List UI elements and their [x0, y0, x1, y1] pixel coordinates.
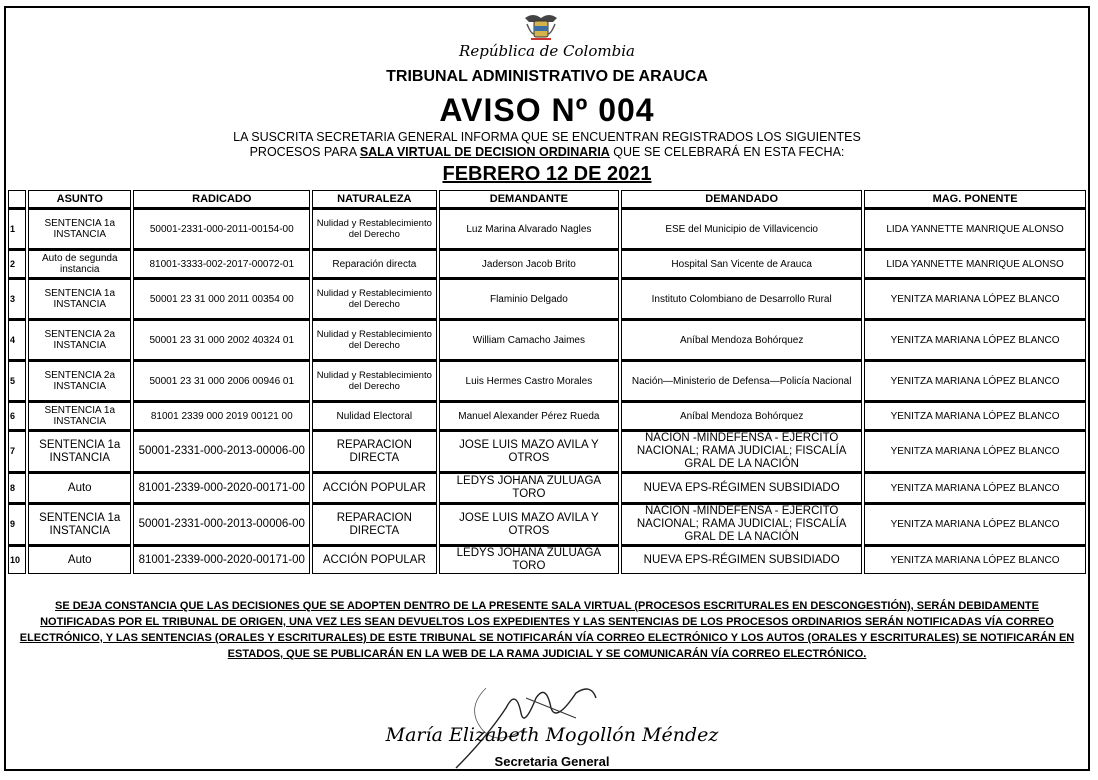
- cell-asunto: Auto: [28, 545, 131, 574]
- row-number: 2: [8, 249, 26, 278]
- intro-text: [6, 130, 1088, 160]
- row-number: 7: [8, 430, 26, 472]
- table-row: [8, 503, 1086, 545]
- table-row: [8, 208, 1086, 249]
- cell-demandado: Nación—Ministerio de Defensa—Policía Nacional: [621, 360, 862, 401]
- row-number: 3: [8, 278, 26, 319]
- cell-radicado: 50001-2331-000-2013-00006-00: [133, 430, 310, 472]
- notification-note: SE DEJA CONSTANCIA QUE LAS DECISIONES QUE SE ADOPTEN DENTRO DE LA PRESENTE SALA VIRTUAL (PROCESOS ESCRITURALES EN DESCONGESTIÓN), SERÁN DEBIDAMENTE NOTIFICADAS POR EL TRIBUNAL DE ORIGEN, UNA VEZ LES SEAN DEVUELTOS LOS EXPEDIENTES Y LAS SENTENCIAS DE LOS PROCESOS ORDINARIOS SERÁN NOTIFICADAS VÍA CORREO ELECTRÓNICO, Y LAS SENTENCIAS (ORALES Y ESCRITURALES) DE ESTE TRIBUNAL SE NOTIFICARÁN VÍA CORREO ELECTRÓNICO Y LOS AUTOS (ORALES Y ESCRITURALES) SE NOTIFICARÁN EN ESTADOS, QUE SE PUBLICARÁN EN LA WEB DE LA RAMA JUDICIAL Y SE COMUNICARÁN VÍA CORREO ELECTRÓNICO.: [19, 600, 1075, 660]
- cell-demandado: NACION -MINDEFENSA - EJERCITO NACIONAL; RAMA JUDICIAL; FISCALÍA GRAL DE LA NACIÓN: [621, 430, 862, 472]
- cell-demandante: Manuel Alexander Pérez Rueda: [439, 401, 620, 430]
- cell-asunto: SENTENCIA 1a INSTANCIA: [28, 278, 131, 319]
- cell-demandante: William Camacho Jaimes: [439, 319, 620, 360]
- cell-ponente: YENITZA MARIANA LÓPEZ BLANCO: [864, 503, 1086, 545]
- cell-naturaleza: Nulidad y Restablecimiento del Derecho: [312, 360, 436, 401]
- cell-radicado: 81001-2339-000-2020-00171-00: [133, 545, 310, 574]
- table-row: [8, 430, 1086, 472]
- process-table-wrap: [6, 190, 1088, 574]
- column-header: MAG. PONENTE: [864, 190, 1086, 208]
- cell-demandante: Luz Marina Alvarado Nagles: [439, 208, 620, 249]
- intro-line-1: LA SUSCRITA SECRETARIA GENERAL INFORMA QUE SE ENCUENTRAN REGISTRADOS LOS SIGUIENTES: [233, 130, 861, 144]
- aviso-title: AVISO Nº 004: [439, 92, 655, 128]
- cell-naturaleza: Nulidad y Restablecimiento del Derecho: [312, 278, 436, 319]
- column-header: DEMANDADO: [621, 190, 862, 208]
- column-header: [8, 190, 26, 208]
- cell-radicado: 81001 2339 000 2019 00121 00: [133, 401, 310, 430]
- cell-radicado: 50001-2331-000-2011-00154-00: [133, 208, 310, 249]
- cell-demandante: LEDYS JOHANA ZULUAGA TORO: [439, 545, 620, 574]
- row-number: 10: [8, 545, 26, 574]
- cell-ponente: LIDA YANNETTE MANRIQUE ALONSO: [864, 208, 1086, 249]
- intro-line-2-pre: PROCESOS PARA: [249, 145, 360, 159]
- cell-ponente: YENITZA MARIANA LÓPEZ BLANCO: [864, 430, 1086, 472]
- cell-naturaleza: Nulidad Electoral: [312, 401, 436, 430]
- cell-radicado: 50001 23 31 000 2011 00354 00: [133, 278, 310, 319]
- coat-of-arms-icon: [521, 12, 561, 46]
- republic-heading: República de Colombia: [459, 42, 635, 60]
- row-number: 4: [8, 319, 26, 360]
- cell-asunto: Auto de segunda instancia: [28, 249, 131, 278]
- column-header: NATURALEZA: [312, 190, 436, 208]
- cell-ponente: YENITZA MARIANA LÓPEZ BLANCO: [864, 319, 1086, 360]
- cell-naturaleza: Nulidad y Restablecimiento del Derecho: [312, 208, 436, 249]
- cell-demandado: ESE del Municipio de Villavicencio: [621, 208, 862, 249]
- cell-asunto: SENTENCIA 1a INSTANCIA: [28, 430, 131, 472]
- cell-radicado: 81001-3333-002-2017-00072-01: [133, 249, 310, 278]
- table-row: [8, 401, 1086, 430]
- cell-asunto: SENTENCIA 1a INSTANCIA: [28, 503, 131, 545]
- cell-demandante: Flaminio Delgado: [439, 278, 620, 319]
- table-row: [8, 360, 1086, 401]
- cell-ponente: YENITZA MARIANA LÓPEZ BLANCO: [864, 545, 1086, 574]
- cell-demandante: LEDYS JOHANA ZULUAGA TORO: [439, 472, 620, 503]
- intro-line-2: [6, 145, 1088, 160]
- cell-radicado: 50001 23 31 000 2006 00946 01: [133, 360, 310, 401]
- cell-demandado: Aníbal Mendoza Bohórquez: [621, 319, 862, 360]
- table-row: [8, 319, 1086, 360]
- column-header: ASUNTO: [28, 190, 131, 208]
- cell-asunto: SENTENCIA 1a INSTANCIA: [28, 208, 131, 249]
- cell-radicado: 50001-2331-000-2013-00006-00: [133, 503, 310, 545]
- cell-asunto: Auto: [28, 472, 131, 503]
- signatory-name: María Elizabeth Mogollón Méndez: [385, 724, 719, 746]
- cell-naturaleza: REPARACION DIRECTA: [312, 503, 436, 545]
- cell-naturaleza: ACCIÓN POPULAR: [312, 545, 436, 574]
- cell-radicado: 81001-2339-000-2020-00171-00: [133, 472, 310, 503]
- row-number: 6: [8, 401, 26, 430]
- table-row: [8, 545, 1086, 574]
- cell-demandado: Instituto Colombiano de Desarrollo Rural: [621, 278, 862, 319]
- cell-ponente: YENITZA MARIANA LÓPEZ BLANCO: [864, 360, 1086, 401]
- session-date: FEBRERO 12 DE 2021: [442, 163, 652, 185]
- cell-demandante: Luis Hermes Castro Morales: [439, 360, 620, 401]
- cell-radicado: 50001 23 31 000 2002 40324 01: [133, 319, 310, 360]
- intro-line-2-underlined: SALA VIRTUAL DE DECISION ORDINARIA: [359, 145, 610, 159]
- signatory-title: Secretaria General: [494, 754, 610, 769]
- column-header: RADICADO: [133, 190, 310, 208]
- cell-demandado: Hospital San Vicente de Arauca: [621, 249, 862, 278]
- cell-naturaleza: Nulidad y Restablecimiento del Derecho: [312, 319, 436, 360]
- table-body: [8, 208, 1086, 574]
- row-number: 9: [8, 503, 26, 545]
- cell-ponente: LIDA YANNETTE MANRIQUE ALONSO: [864, 249, 1086, 278]
- cell-naturaleza: ACCIÓN POPULAR: [312, 472, 436, 503]
- cell-demandado: NUEVA EPS-RÉGIMEN SUBSIDIADO: [621, 545, 862, 574]
- intro-line-2-post: QUE SE CELEBRARÁ EN ESTA FECHA:: [609, 145, 845, 159]
- table-row: [8, 472, 1086, 503]
- document-frame: [4, 6, 1090, 771]
- row-number: 5: [8, 360, 26, 401]
- document-header: [6, 8, 1088, 188]
- cell-asunto: SENTENCIA 2a INSTANCIA: [28, 319, 131, 360]
- table-row: [8, 249, 1086, 278]
- cell-demandante: JOSE LUIS MAZO AVILA Y OTROS: [439, 430, 620, 472]
- column-header: DEMANDANTE: [439, 190, 620, 208]
- process-table: [6, 190, 1088, 574]
- row-number: 8: [8, 472, 26, 503]
- cell-ponente: YENITZA MARIANA LÓPEZ BLANCO: [864, 278, 1086, 319]
- cell-demandado: Aníbal Mendoza Bohórquez: [621, 401, 862, 430]
- cell-ponente: YENITZA MARIANA LÓPEZ BLANCO: [864, 401, 1086, 430]
- table-header-row: [8, 190, 1086, 208]
- table-row: [8, 278, 1086, 319]
- cell-ponente: YENITZA MARIANA LÓPEZ BLANCO: [864, 472, 1086, 503]
- tribunal-heading: TRIBUNAL ADMINISTRATIVO DE ARAUCA: [386, 68, 708, 85]
- cell-naturaleza: REPARACION DIRECTA: [312, 430, 436, 472]
- cell-demandado: NUEVA EPS-RÉGIMEN SUBSIDIADO: [621, 472, 862, 503]
- row-number: 1: [8, 208, 26, 249]
- cell-naturaleza: Reparación directa: [312, 249, 436, 278]
- cell-demandante: Jaderson Jacob Brito: [439, 249, 620, 278]
- cell-demandado: NACION -MINDEFENSA - EJERCITO NACIONAL; RAMA JUDICIAL; FISCALÍA GRAL DE LA NACIÓN: [621, 503, 862, 545]
- cell-demandante: JOSE LUIS MAZO AVILA Y OTROS: [439, 503, 620, 545]
- cell-asunto: SENTENCIA 1a INSTANCIA: [28, 401, 131, 430]
- cell-asunto: SENTENCIA 2a INSTANCIA: [28, 360, 131, 401]
